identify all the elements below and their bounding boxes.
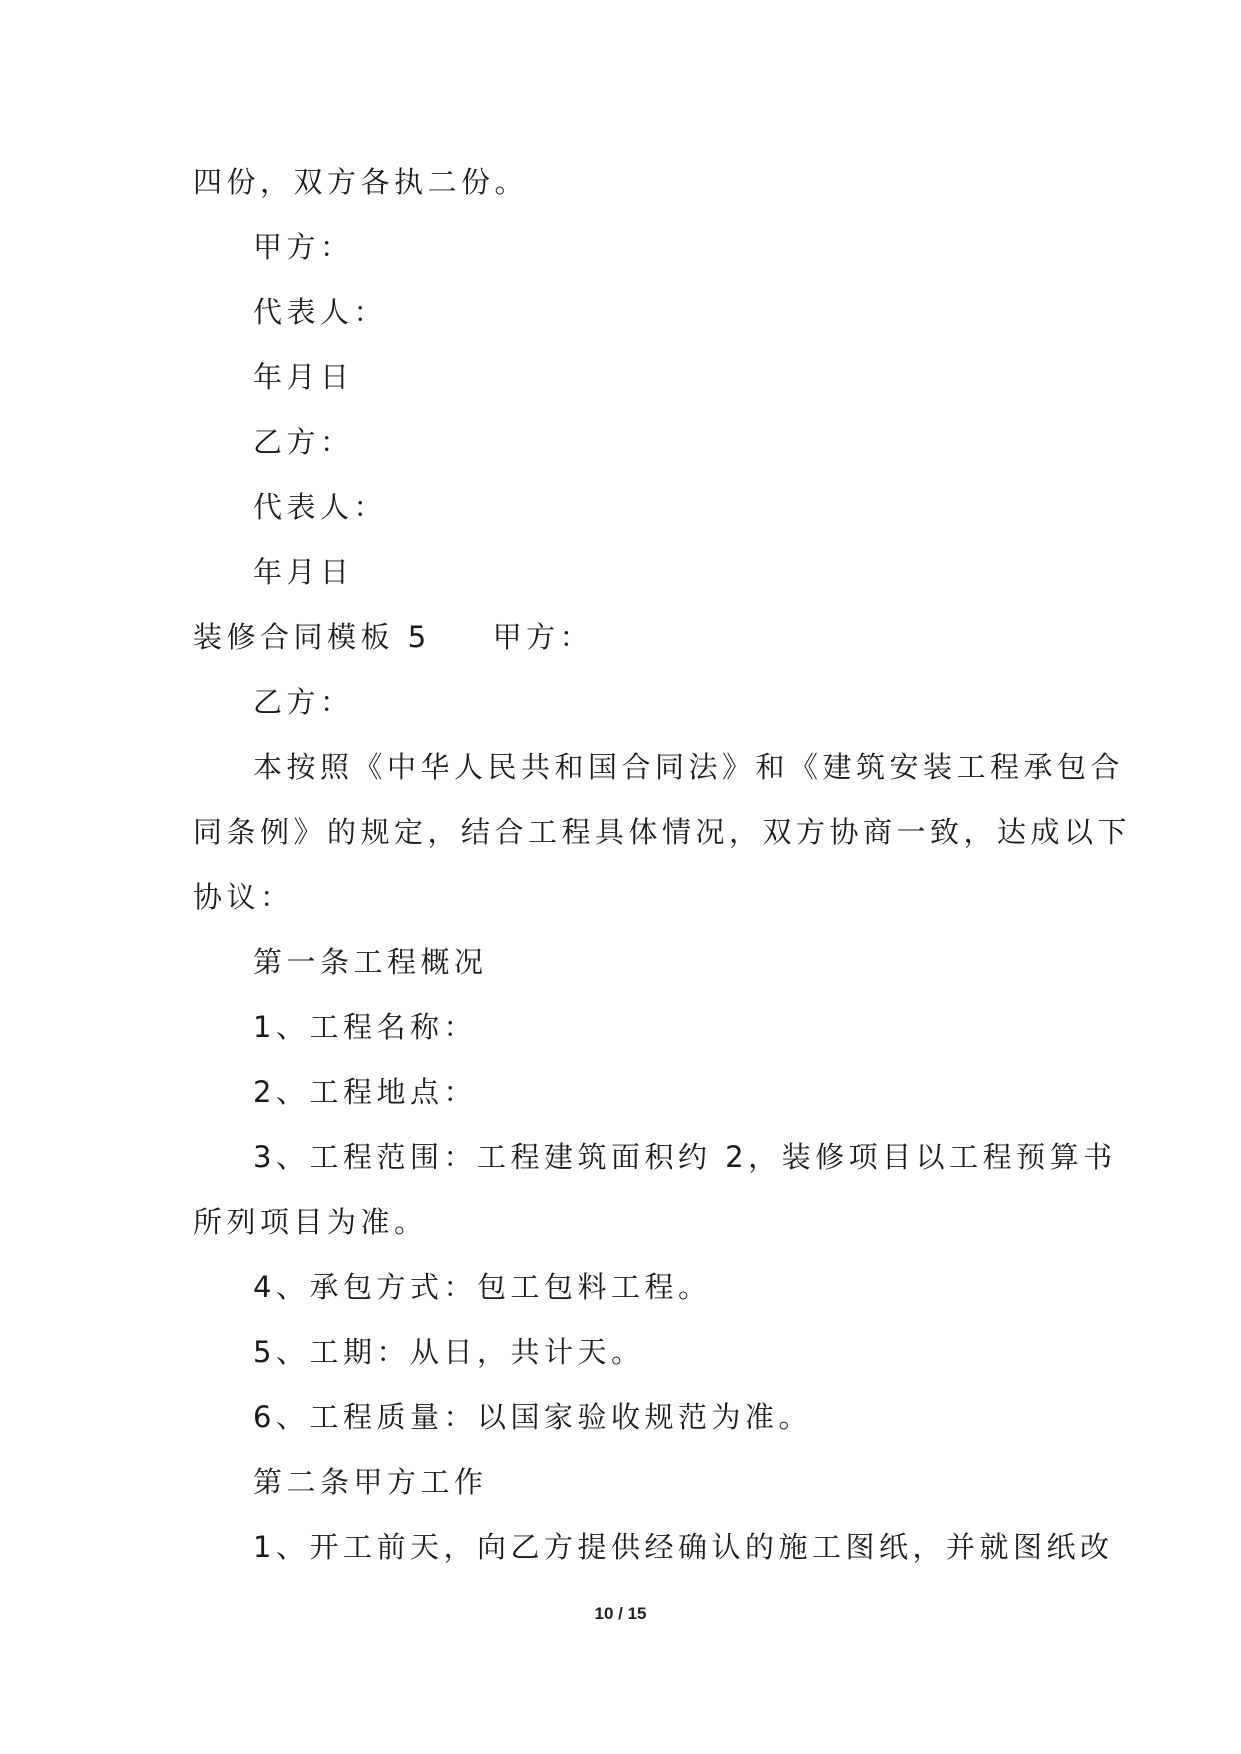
list-item: 2、工程地点： [253,1075,477,1109]
representative-label: 代表人： [253,490,388,524]
page-number: 10 / 15 [594,1604,647,1623]
section-heading-line [193,605,1063,670]
list-item: 1、工程名称： [253,1010,477,1044]
list-item: 5、工期：从日，共计天。 [253,1335,645,1369]
paragraph-line: 同条例》的规定，结合工程具体情况，双方协商一致，达成以下 [193,815,1132,849]
list-item-continuation: 所列项目为准。 [193,1205,428,1239]
list-item: 1、开工前天，向乙方提供经确认的施工图纸，并就图纸改 [253,1530,1114,1564]
paragraph-line: 本按照《中华人民共和国合同法》和《建筑安装工程承包合 [253,750,1125,784]
party-b-label: 乙方： [253,425,354,459]
article-heading: 第二条甲方工作 [253,1465,488,1499]
section-title: 装修合同模板 5 [193,620,431,654]
representative-label: 代表人： [253,295,388,329]
date-label: 年月日 [253,360,354,394]
list-item: 3、工程范围：工程建筑面积约 2，装修项目以工程预算书 [253,1140,1117,1174]
list-item: 6、工程质量：以国家验收规范为准。 [253,1400,812,1434]
document-body [193,150,1132,1580]
paragraph-line: 四份，双方各执二份。 [193,165,529,199]
article-heading: 第一条工程概况 [253,945,488,979]
list-item: 4、承包方式：包工包料工程。 [253,1270,712,1304]
date-label: 年月日 [253,555,354,589]
paragraph-line: 协议： [193,880,294,914]
party-b-label: 乙方： [253,685,354,719]
party-a-label: 甲方： [253,230,354,264]
section-party-a-label: 甲方： [492,620,594,654]
